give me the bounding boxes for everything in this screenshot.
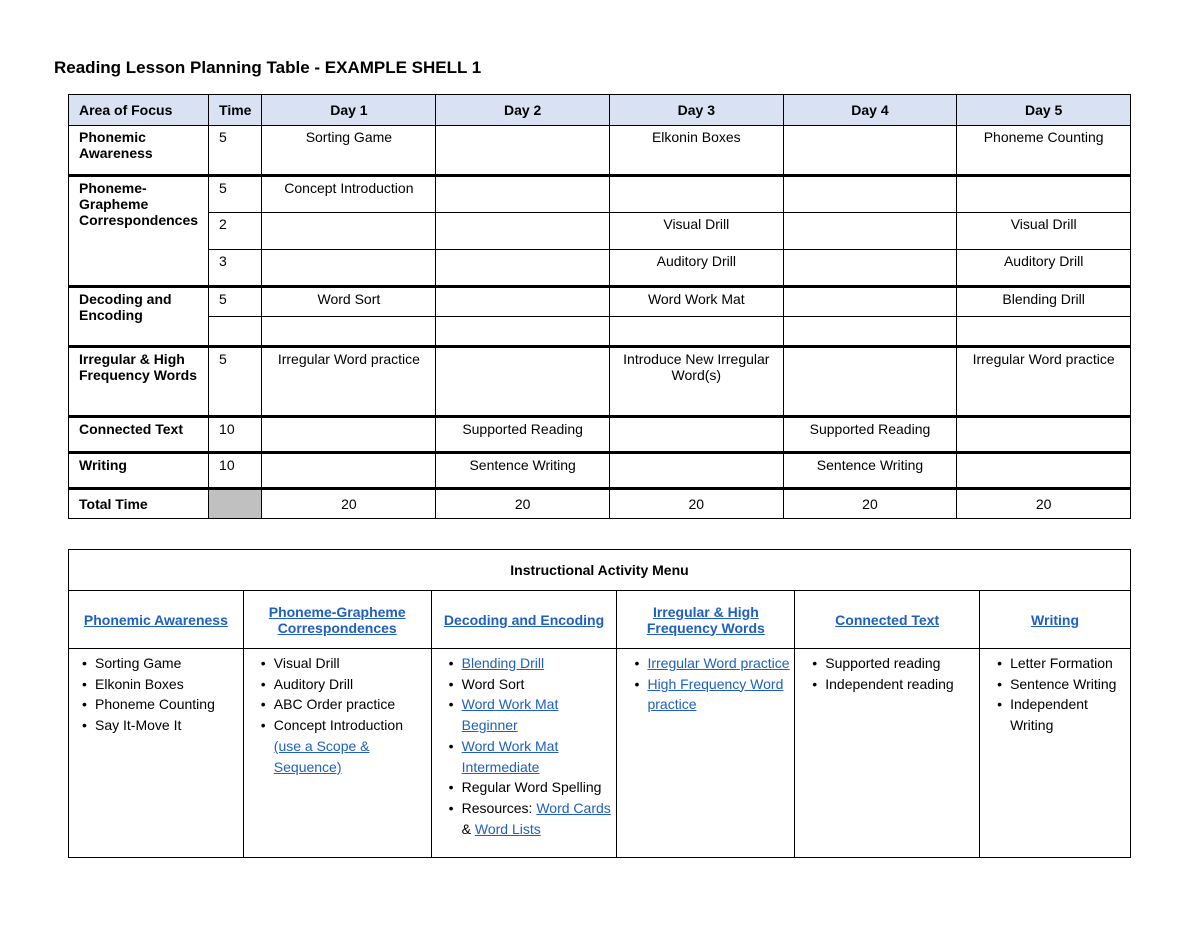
phonemic-awareness-list	[79, 653, 239, 736]
list-item: • Regular Word Spelling	[462, 777, 613, 798]
menu-title: Instructional Activity Menu	[69, 550, 1131, 591]
area-cell: Phoneme-Grapheme Correspondences	[69, 176, 209, 287]
day-cell	[783, 213, 957, 250]
header-row	[69, 95, 1131, 126]
table-row	[69, 347, 1131, 417]
activity-menu-table	[68, 549, 1131, 858]
day-cell: Elkonin Boxes	[610, 126, 784, 176]
list-item: • Say It-Move It	[95, 715, 239, 736]
list-item: • Phoneme Counting	[95, 694, 239, 715]
lesson-planning-table	[68, 94, 1131, 519]
list-item	[647, 653, 790, 674]
day-cell: Sorting Game	[262, 126, 436, 176]
menu-heading-irregular-hf-words[interactable]: Irregular & High Frequency Words	[646, 603, 765, 636]
day-cell	[783, 287, 957, 317]
area-cell: Phonemic Awareness	[69, 126, 209, 176]
day-cell	[610, 317, 784, 347]
list-item: • ABC Order practice	[274, 694, 427, 715]
day-cell	[783, 317, 957, 347]
day-cell	[610, 417, 784, 453]
day-cell	[436, 126, 610, 176]
list-item	[462, 694, 613, 735]
menu-heading-decoding-encoding[interactable]: Decoding and Encoding	[443, 611, 605, 628]
list-item	[462, 736, 613, 777]
time-cell	[209, 317, 262, 347]
list-item: • Elkonin Boxes	[95, 674, 239, 695]
word-work-mat-intermediate-link[interactable]: Word Work Mat Intermediate	[461, 737, 559, 775]
table-row	[69, 417, 1131, 453]
list-item: • Word Sort	[462, 674, 613, 695]
day-cell	[436, 176, 610, 213]
day-cell	[262, 453, 436, 489]
high-frequency-word-practice-link[interactable]: High Frequency Word practice	[647, 675, 784, 713]
list-item: • Sentence Writing	[1010, 674, 1126, 695]
day-cell: Phoneme Counting	[957, 126, 1131, 176]
day-cell	[610, 176, 784, 213]
day-cell	[957, 317, 1131, 347]
total-day-1: 20	[262, 489, 436, 519]
writing-list	[994, 653, 1126, 736]
list-item	[274, 715, 427, 777]
header-day-1: Day 1	[262, 95, 436, 126]
blending-drill-link[interactable]: Blending Drill	[461, 655, 545, 671]
day-cell: Irregular Word practice	[262, 347, 436, 417]
day-cell: Irregular Word practice	[957, 347, 1131, 417]
day-cell	[783, 250, 957, 287]
header-day-2: Day 2	[436, 95, 610, 126]
connected-text-list	[809, 653, 975, 694]
list-item: • Auditory Drill	[274, 674, 427, 695]
time-cell: 10	[209, 453, 262, 489]
total-time-shaded	[209, 489, 262, 519]
total-day-5: 20	[957, 489, 1131, 519]
day-cell	[957, 417, 1131, 453]
time-cell: 3	[209, 250, 262, 287]
day-cell	[262, 417, 436, 453]
list-item: • Independent Writing	[1010, 694, 1126, 735]
time-cell: 5	[209, 347, 262, 417]
area-cell: Connected Text	[69, 417, 209, 453]
day-cell	[783, 176, 957, 213]
menu-heading-writing[interactable]: Writing	[1031, 611, 1080, 628]
scope-sequence-link[interactable]: (use a Scope & Sequence)	[273, 737, 370, 775]
day-cell: Sentence Writing	[783, 453, 957, 489]
day-cell	[436, 317, 610, 347]
area-cell: Decoding and Encoding	[69, 287, 209, 347]
header-day-4: Day 4	[783, 95, 957, 126]
day-cell: Sentence Writing	[436, 453, 610, 489]
table-row	[69, 213, 1131, 250]
day-cell	[436, 347, 610, 417]
total-day-2: 20	[436, 489, 610, 519]
time-cell: 5	[209, 287, 262, 317]
list-item: • Independent reading	[825, 674, 975, 695]
day-cell	[436, 213, 610, 250]
irregular-hf-list	[631, 653, 790, 715]
total-day-4: 20	[783, 489, 957, 519]
day-cell: Introduce New Irregular Word(s)	[610, 347, 784, 417]
list-item	[647, 674, 790, 715]
decoding-encoding-list	[446, 653, 613, 839]
day-cell	[436, 250, 610, 287]
ampersand: &	[461, 820, 471, 837]
list-item: • Visual Drill	[274, 653, 427, 674]
day-cell	[610, 453, 784, 489]
menu-heading-phoneme-grapheme[interactable]: Phoneme-Grapheme Correspondences	[268, 603, 406, 636]
day-cell: Word Sort	[262, 287, 436, 317]
day-cell: Visual Drill	[957, 213, 1131, 250]
day-cell	[262, 317, 436, 347]
word-work-mat-beginner-link[interactable]: Word Work Mat Beginner	[461, 696, 559, 734]
list-item	[462, 798, 613, 839]
day-cell	[783, 126, 957, 176]
table-row	[69, 126, 1131, 176]
menu-heading-phonemic-awareness[interactable]: Phonemic Awareness	[83, 611, 228, 628]
day-cell	[262, 250, 436, 287]
day-cell: Auditory Drill	[957, 250, 1131, 287]
list-item	[462, 653, 613, 674]
day-cell: Auditory Drill	[610, 250, 784, 287]
day-cell: Concept Introduction	[262, 176, 436, 213]
header-day-3: Day 3	[610, 95, 784, 126]
page-title: Reading Lesson Planning Table - EXAMPLE SHELL 1	[54, 58, 482, 77]
time-cell: 5	[209, 176, 262, 213]
table-row	[69, 317, 1131, 347]
day-cell	[957, 176, 1131, 213]
time-cell: 5	[209, 126, 262, 176]
resources-label: Resources:	[461, 799, 533, 816]
list-item: • Letter Formation	[1010, 653, 1126, 674]
concept-introduction-text: Concept Introduction	[273, 717, 403, 734]
day-cell: Word Work Mat	[610, 287, 784, 317]
table-row	[69, 453, 1131, 489]
total-row	[69, 489, 1131, 519]
phoneme-grapheme-list	[258, 653, 427, 777]
table-row	[69, 287, 1131, 317]
list-item: • Sorting Game	[95, 653, 239, 674]
day-cell	[436, 287, 610, 317]
table-row	[69, 176, 1131, 213]
total-label: Total Time	[69, 489, 209, 519]
day-cell: Supported Reading	[436, 417, 610, 453]
day-cell: Supported Reading	[783, 417, 957, 453]
irregular-word-practice-link[interactable]: Irregular Word practice	[647, 655, 790, 671]
time-cell: 10	[209, 417, 262, 453]
day-cell	[262, 213, 436, 250]
total-day-3: 20	[610, 489, 784, 519]
menu-heading-connected-text[interactable]: Connected Text	[835, 611, 940, 628]
day-cell: Visual Drill	[610, 213, 784, 250]
day-cell	[957, 453, 1131, 489]
table-row	[69, 250, 1131, 287]
word-lists-link[interactable]: Word Lists	[474, 820, 541, 837]
day-cell	[783, 347, 957, 417]
header-time: Time	[209, 95, 262, 126]
day-cell: Blending Drill	[957, 287, 1131, 317]
header-day-5: Day 5	[957, 95, 1131, 126]
area-cell: Writing	[69, 453, 209, 489]
time-cell: 2	[209, 213, 262, 250]
header-area: Area of Focus	[69, 95, 209, 126]
area-cell: Irregular & High Frequency Words	[69, 347, 209, 417]
list-item: • Supported reading	[825, 653, 975, 674]
word-cards-link[interactable]: Word Cards	[536, 799, 611, 816]
